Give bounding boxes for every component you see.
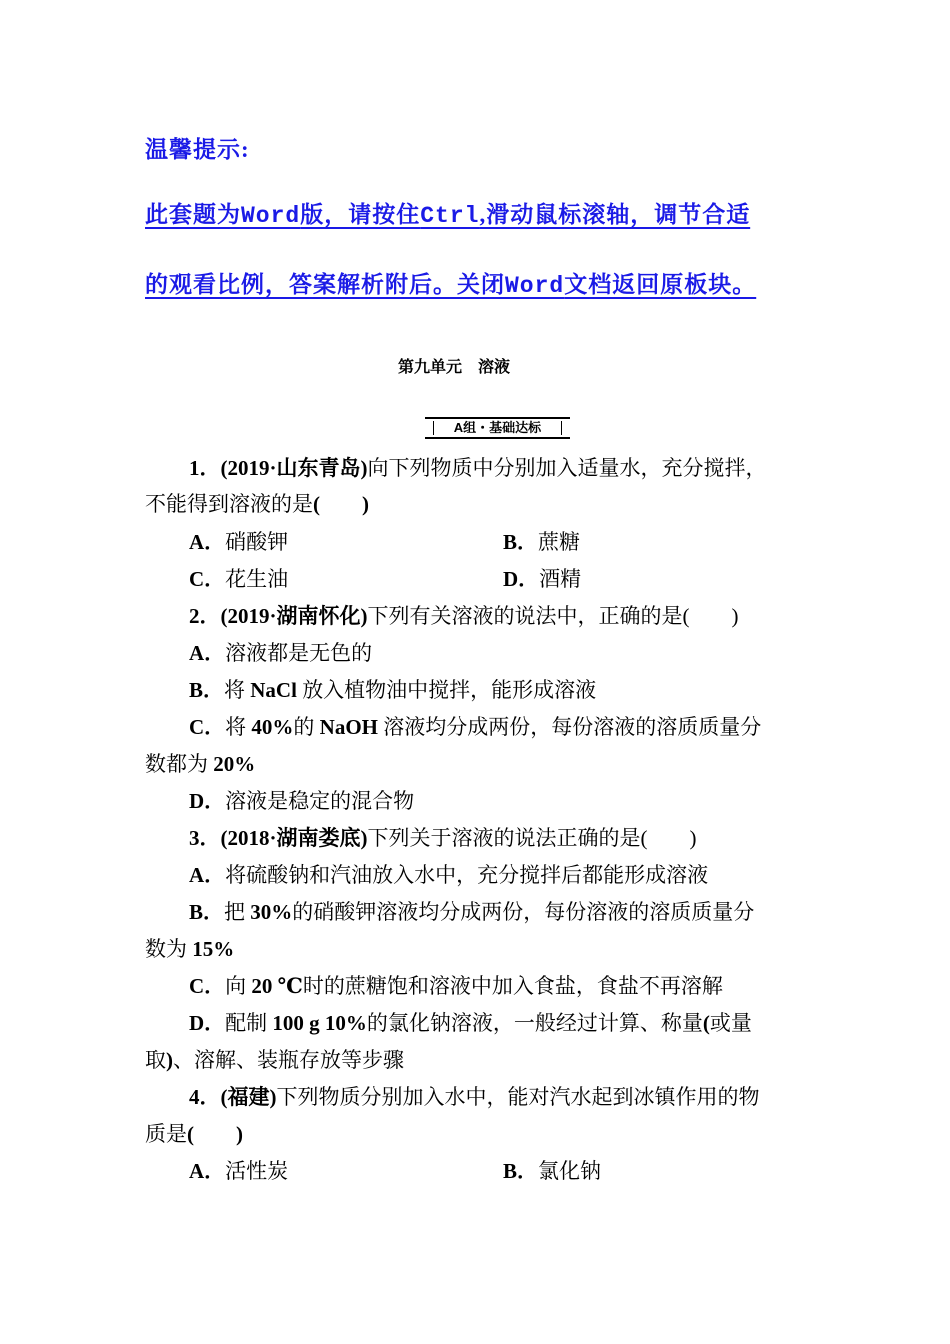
q2-option-d: D．溶液是稳定的混合物: [189, 789, 415, 813]
q3-stem: 3．(2018·湖南娄底)下列关于溶液的说法正确的是( ): [189, 826, 697, 850]
q1-option-a: A．硝酸钾: [189, 530, 289, 554]
q3-option-d-cont: 取)、溶解、装瓶存放等步骤: [145, 1048, 404, 1072]
q4-option-a: A．活性炭: [189, 1159, 289, 1183]
q3-option-a: A．将硫酸钠和汽油放入水中，充分搅拌后都能形成溶液: [189, 863, 709, 887]
q2-option-b: B．将 NaCl 放入植物油中搅拌，能形成溶液: [189, 678, 597, 702]
q3-option-d: D．配制 100 g 10%的氯化钠溶液，一般经过计算、称量(或量: [189, 1011, 752, 1035]
q2-option-a: A．溶液都是无色的: [189, 641, 373, 665]
tip-title: 温馨提示:: [145, 137, 250, 162]
group-label: A组・基础达标: [425, 417, 570, 439]
q1-option-d: D．酒精: [503, 567, 582, 591]
q1-stem: 1．(2019·山东青岛)向下列物质中分别加入适量水，充分搅拌，: [189, 456, 767, 480]
q1-option-c: C．花生油: [189, 567, 289, 591]
q4-stem: 4．(福建)下列物质分别加入水中，能对汽水起到冰镇作用的物: [189, 1085, 760, 1109]
tip-line-1: 此套题为Word版，请按住Ctrl,滑动鼠标滚轴，调节合适: [145, 202, 751, 229]
q3-option-c: C．向 20 ℃时的蔗糖饱和溶液中加入食盐，食盐不再溶解: [189, 974, 723, 998]
q1-stem-cont: 不能得到溶液的是( ): [145, 492, 369, 516]
tip-line-2: 的观看比例，答案解析附后。关闭Word文档返回原板块。: [145, 272, 757, 299]
q4-stem-cont: 质是( ): [145, 1122, 243, 1146]
q3-option-b-cont: 数为 15%: [145, 937, 235, 961]
q2-option-c: C．将 40%的 NaOH 溶液均分成两份，每份溶液的溶质质量分: [189, 715, 762, 739]
unit-title: 第九单元 溶液: [398, 359, 511, 376]
q2-stem: 2．(2019·湖南怀化)下列有关溶液的说法中，正确的是( ): [189, 604, 739, 628]
q3-option-b: B．把 30%的硝酸钾溶液均分成两份，每份溶液的溶质质量分: [189, 900, 755, 924]
q1-option-b: B．蔗糖: [503, 530, 581, 554]
q4-option-b: B．氯化钠: [503, 1159, 602, 1183]
q2-option-c-cont: 数都为 20%: [145, 752, 256, 776]
